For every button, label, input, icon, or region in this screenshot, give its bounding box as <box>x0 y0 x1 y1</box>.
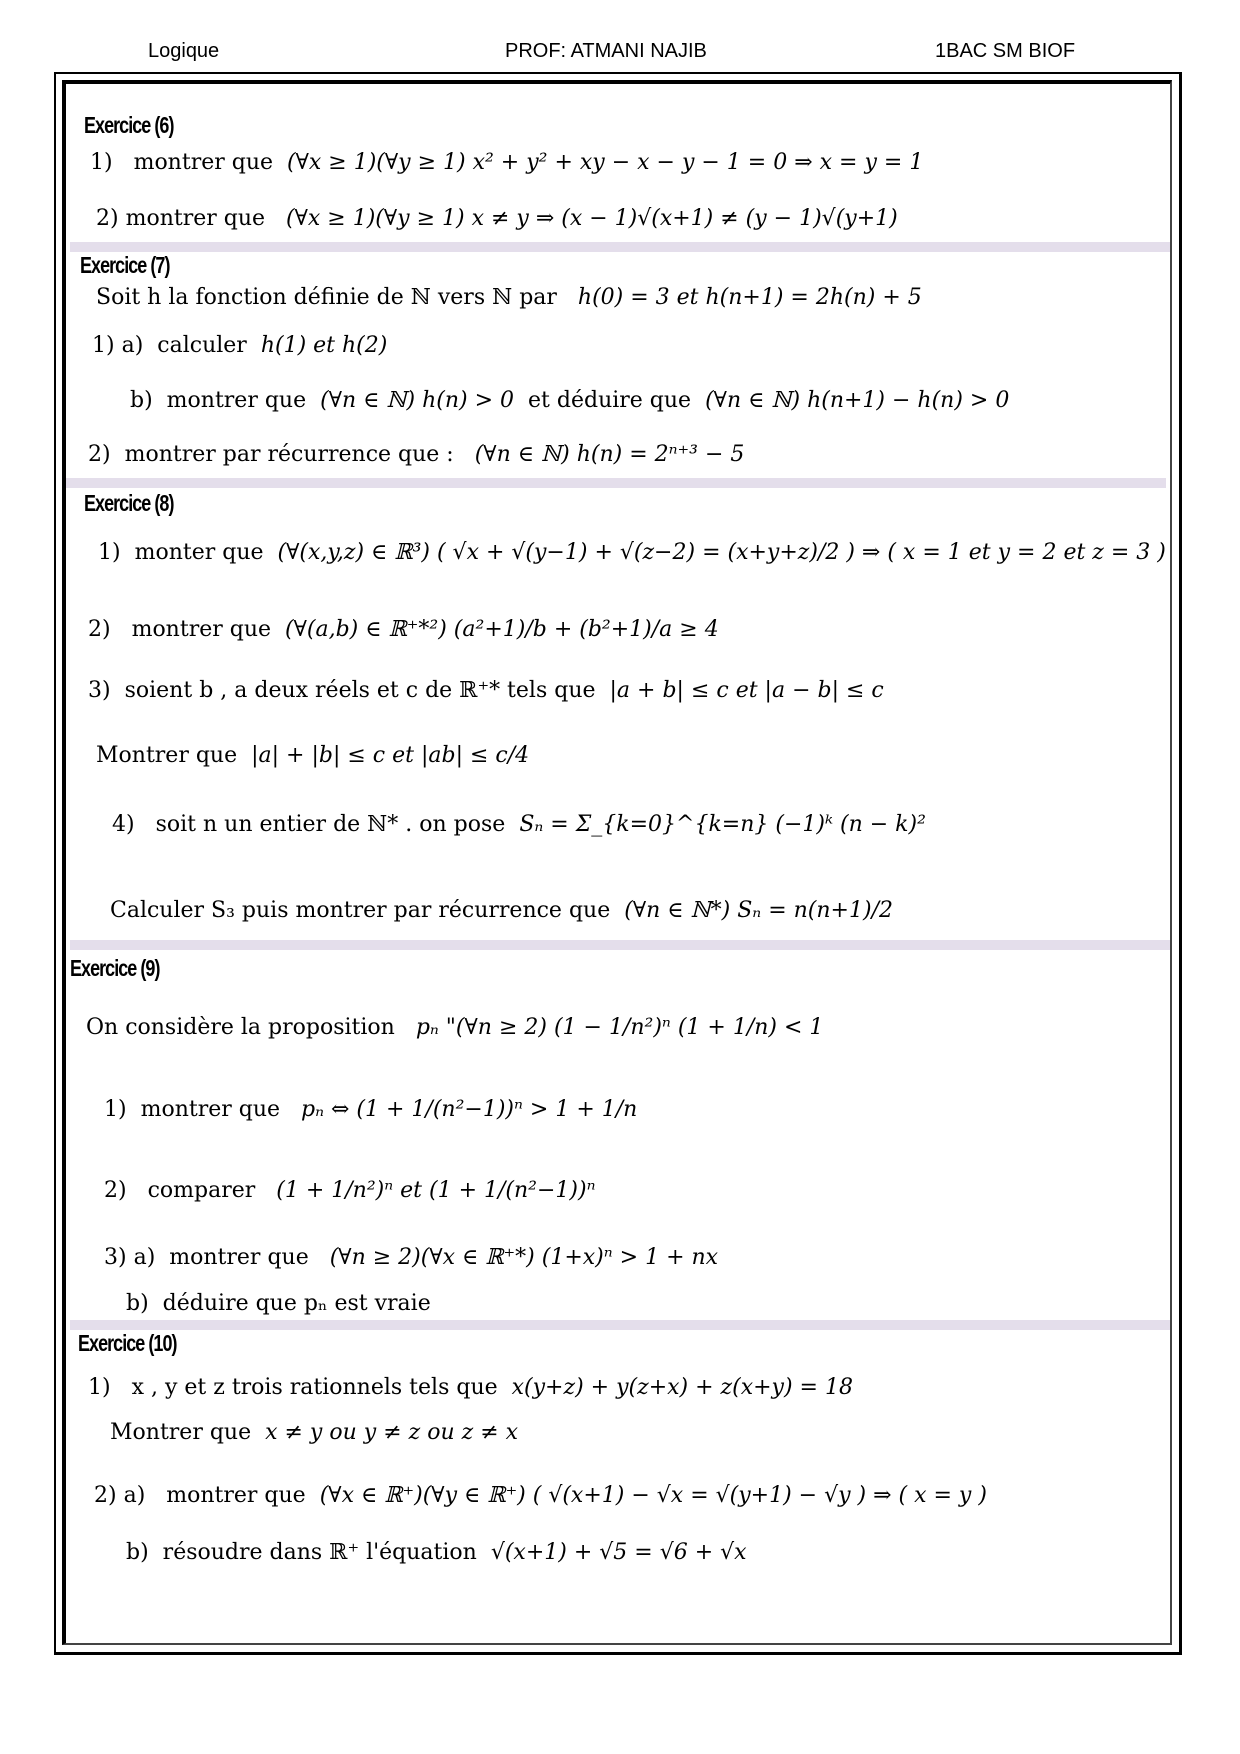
item-text: montrer que <box>166 388 307 413</box>
exercise-7-item-2 <box>88 442 744 467</box>
item-text: résoudre dans ℝ⁺ l'équation <box>162 1540 477 1565</box>
item-label: 2) <box>88 617 111 642</box>
exercise-9-item-2 <box>104 1178 596 1203</box>
item-math: h(1) et h(2) <box>260 333 388 358</box>
intro-math: h(0) = 3 et h(n+1) = 2h(n) + 5 <box>577 285 922 310</box>
exercise-9-item-3b <box>126 1291 431 1316</box>
intro-text: On considère la proposition <box>86 1015 395 1040</box>
item-text: montrer par récurrence que : <box>124 442 454 467</box>
item-math: (∀n ≥ 2)(∀x ∈ ℝ⁺*) (1+x)ⁿ > 1 + nx <box>329 1245 719 1270</box>
item-math: (∀(a,b) ∈ ℝ⁺*²) (a²+1)/b + (b²+1)/a ≥ 4 <box>285 617 719 642</box>
item-text: montrer que <box>125 206 266 231</box>
exercise-8-item-4-compute <box>110 898 893 923</box>
exercise-9-item-1 <box>104 1097 637 1122</box>
exercise-10-title: Exercice (10) <box>78 1330 177 1356</box>
item-text: calculer <box>157 333 247 358</box>
item-text: soient b , a deux réels et c de ℝ⁺* tels que <box>124 678 596 703</box>
item-math: (1 + 1/n²)ⁿ et (1 + 1/(n²−1))ⁿ <box>276 1178 596 1203</box>
header-level: 1BAC SM BIOF <box>935 40 1076 62</box>
separator-4 <box>70 1320 1170 1330</box>
item-math: Sₙ = Σ_{k=0}^{k=n} (−1)ᵏ (n − k)² <box>519 812 926 837</box>
exercise-8-item-2 <box>88 617 719 642</box>
exercise-6-item-1 <box>90 150 923 175</box>
item-label: 1) <box>88 1375 111 1400</box>
item-math: x ≠ y ou y ≠ z ou z ≠ x <box>265 1420 519 1445</box>
item-math: (∀n ∈ ℕ) h(n) = 2ⁿ⁺³ − 5 <box>474 442 745 467</box>
item-label: 3) a) <box>104 1245 156 1270</box>
item-label: 1) <box>90 150 113 175</box>
header-professor: PROF: ATMANI NAJIB <box>505 40 707 62</box>
item-math: (∀x ≥ 1)(∀y ≥ 1) x² + y² + xy − x − y − 1 = 0 ⇒ x = y = 1 <box>287 150 924 175</box>
exercise-8-item-1 <box>98 540 1166 565</box>
exercise-6-title: Exercice (6) <box>84 112 174 138</box>
item-text: soit n un entier de ℕ* . on pose <box>155 812 506 837</box>
item-text: comparer <box>147 1178 256 1203</box>
exercise-9-item-3a <box>104 1245 718 1270</box>
exercise-10-item-1 <box>88 1375 853 1400</box>
item-math: pₙ ⇔ (1 + 1/(n²−1))ⁿ > 1 + 1/n <box>301 1097 638 1122</box>
item-math: (∀x ∈ ℝ⁺)(∀y ∈ ℝ⁺) ( √(x+1) − √x = √(y+1) − √y ) ⇒ ( x = y ) <box>319 1483 987 1508</box>
item-text: Calculer S₃ puis montrer par récurrence que <box>110 898 611 923</box>
exercise-10-item-2b <box>126 1540 747 1565</box>
separator-1 <box>70 242 1170 252</box>
intro-text: Soit h la fonction définie de ℕ vers ℕ par <box>96 285 557 310</box>
item-label: 4) <box>112 812 135 837</box>
item-label: 2) <box>104 1178 127 1203</box>
item-math: |a| + |b| ≤ c et |ab| ≤ c/4 <box>251 743 530 768</box>
exercise-7-item-1a <box>92 333 387 358</box>
item-text: montrer que <box>140 1097 281 1122</box>
exercise-8-item-3-show <box>96 743 529 768</box>
item-label: 1) <box>104 1097 127 1122</box>
item-label: 1) <box>98 540 121 565</box>
exercise-10-item-1-show <box>110 1420 518 1445</box>
separator-2 <box>66 478 1166 488</box>
item-label: 2) <box>96 206 119 231</box>
item-math: (∀(x,y,z) ∈ ℝ³) ( √x + √(y−1) + √(z−2) = (x+y+z)/2 ) ⇒ ( x = 1 et y = 2 et z = 3 ) <box>277 540 1166 565</box>
item-label: 2) a) <box>94 1483 146 1508</box>
exercise-7-title: Exercice (7) <box>80 252 170 278</box>
item-label: b) <box>130 388 153 413</box>
item-label: 3) <box>88 678 111 703</box>
exercise-8-title: Exercice (8) <box>84 490 174 516</box>
item-math: (∀n ∈ ℕ*) Sₙ = n(n+1)/2 <box>624 898 893 923</box>
item-math: (∀n ∈ ℕ) h(n) > 0 <box>320 388 515 413</box>
exercise-7-intro <box>96 285 922 310</box>
item-label: b) <box>126 1291 149 1316</box>
item-label: 2) <box>88 442 111 467</box>
item-math: (∀x ≥ 1)(∀y ≥ 1) x ≠ y ⇒ (x − 1)√(x+1) ≠ (y − 1)√(y+1) <box>286 206 898 231</box>
item-text: montrer que <box>131 617 272 642</box>
item-text: déduire que pₙ est vraie <box>162 1291 431 1316</box>
item-text: montrer que <box>166 1483 306 1508</box>
item-math-2: (∀n ∈ ℕ) h(n+1) − h(n) > 0 <box>705 388 1010 413</box>
exercise-8-item-4 <box>112 812 926 837</box>
item-text-2: et déduire que <box>528 388 692 413</box>
exercise-7-item-1b <box>130 388 1009 413</box>
exercise-9-intro <box>86 1015 823 1040</box>
separator-3 <box>70 940 1170 950</box>
item-label: b) <box>126 1540 149 1565</box>
item-text: montrer que <box>133 150 274 175</box>
item-text: monter que <box>134 540 264 565</box>
item-label: 1) a) <box>92 333 144 358</box>
item-math: x(y+z) + y(z+x) + z(x+y) = 18 <box>511 1375 853 1400</box>
header-subject: Logique <box>148 40 220 62</box>
exercise-10-item-2a <box>94 1483 987 1508</box>
item-text: Montrer que <box>110 1420 252 1445</box>
exercise-6-item-2 <box>96 206 898 231</box>
page-header <box>0 40 1240 70</box>
item-text: x , y et z trois rationnels tels que <box>131 1375 498 1400</box>
item-math: |a + b| ≤ c et |a − b| ≤ c <box>609 678 884 703</box>
exercise-9-title: Exercice (9) <box>70 955 160 981</box>
intro-math: pₙ "(∀n ≥ 2) (1 − 1/n²)ⁿ (1 + 1/n) < 1 <box>415 1015 824 1040</box>
item-math: √(x+1) + √5 = √6 + √x <box>490 1540 747 1565</box>
item-text: Montrer que <box>96 743 238 768</box>
page-frame-inner <box>62 80 1172 1645</box>
item-text: montrer que <box>169 1245 309 1270</box>
exercise-8-item-3 <box>88 678 884 703</box>
